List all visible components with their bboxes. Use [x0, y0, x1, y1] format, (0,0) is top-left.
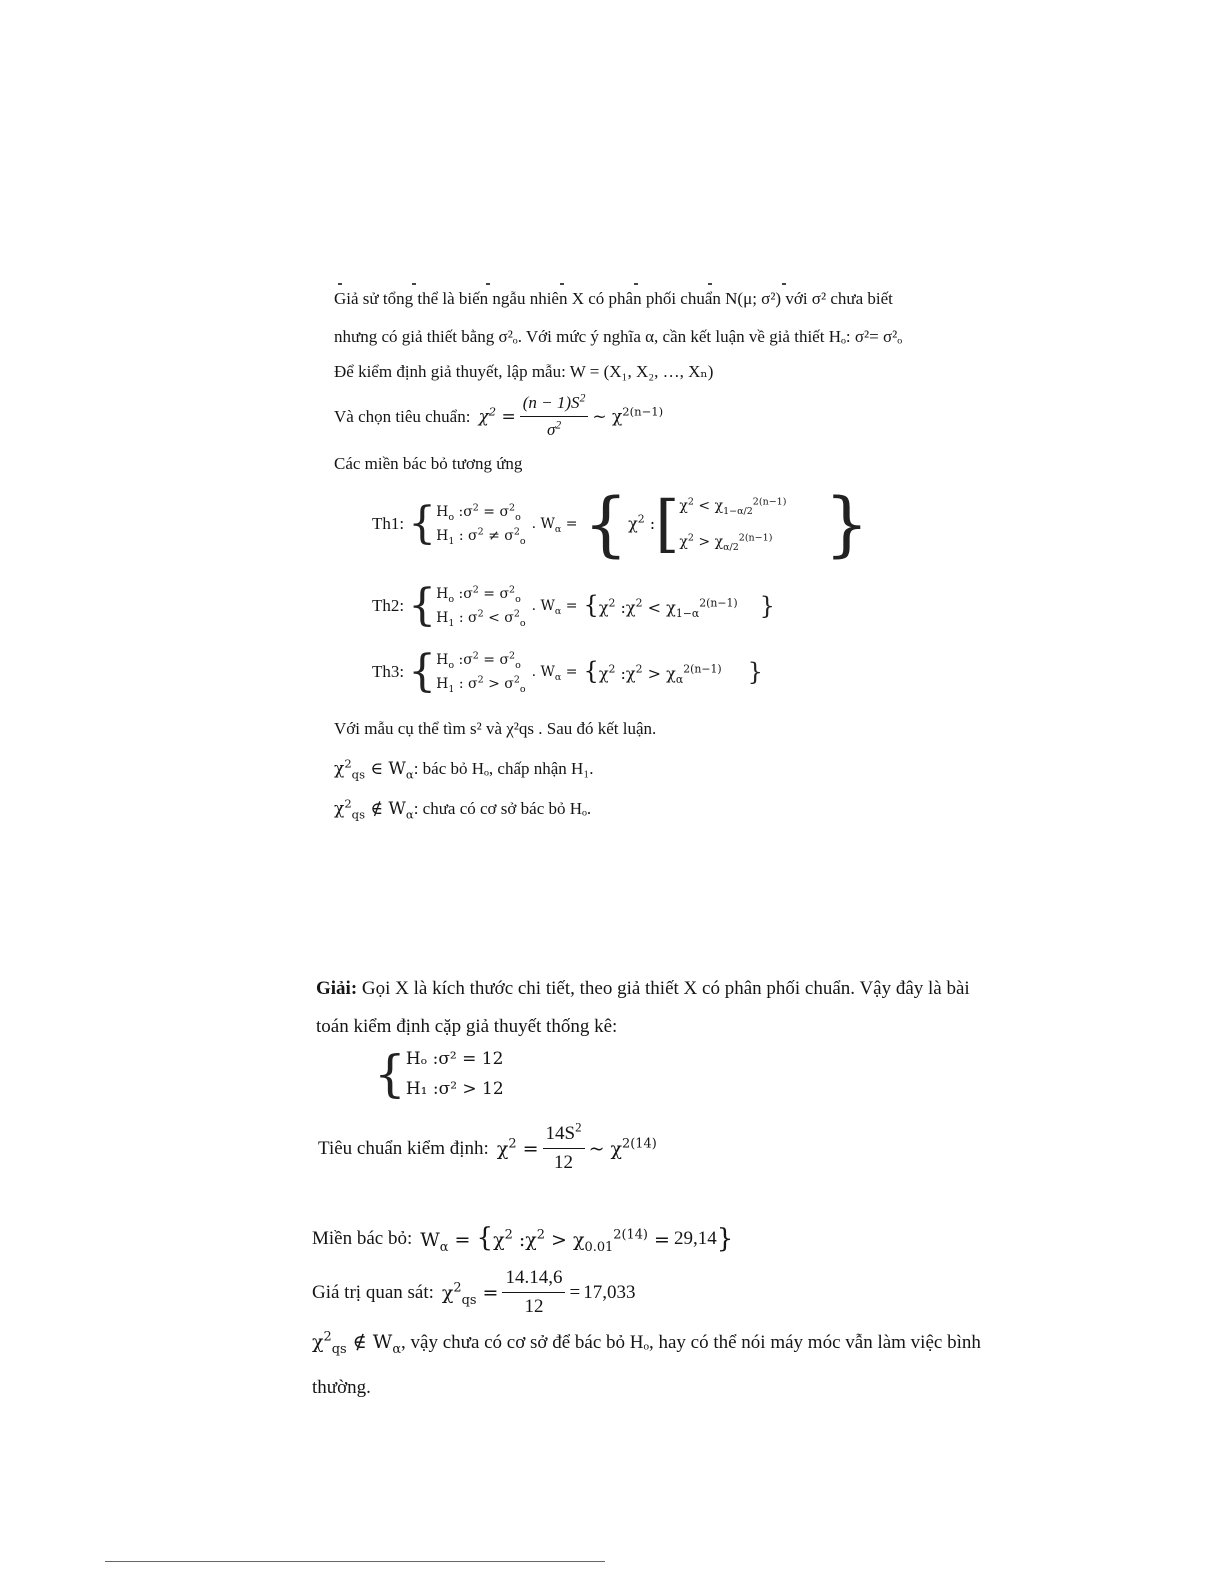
solution-line-1	[316, 977, 970, 1001]
accept-rule-text: : chưa có cơ sở bác bỏ Hₒ.	[413, 799, 592, 818]
theory-line-5: Các miền bác bỏ tương ứng	[334, 454, 523, 473]
observed-result: 17,033	[583, 1281, 636, 1303]
test-criterion-label: Tiêu chuẩn kiểm định:	[318, 1137, 489, 1159]
conclusion-intro: Với mẫu cụ thể tìm s² và χ²qs . Sau đó kết luận.	[334, 719, 657, 738]
theory-line-3: Để kiểm định giả thuyết, lập mẫu: W = (X₁, X₂, …, Xₙ)	[334, 362, 714, 381]
criterion-formula: Và chọn tiêu chuẩn: $\chi^2$ = $\frac{(n - 1)S^2}{\sigma^2}$ ~ $\chi^{2(n-1)}$	[334, 391, 664, 439]
hypothesis-pair: { Hₒ :σ² = 12 H₁ :σ² > 12	[374, 1045, 504, 1103]
case-th3: Th3: { $H_o$ $:\sigma^2 = \sigma^2_o$ $H_1$ : $\sigma^2 > \sigma^2_o$ . $W_\alpha$ = {$\chi^2$ $:\chi^2 > \chi_\alpha^{2(n-1)}$ }	[372, 646, 763, 697]
final-conclusion-line-2: thường.	[312, 1377, 371, 1398]
case-th2-label: Th2:	[372, 596, 405, 615]
theory-line-1: Giả sử tổng thể là biến ngẫu nhiên X có phân phối chuẩn N(μ; σ²) với σ² chưa biết	[334, 289, 893, 308]
reject-rule-text: : bác bỏ Hₒ, chấp nhận H₁.	[413, 759, 594, 778]
h0: Hₒ :σ² = 12	[405, 1049, 504, 1069]
solution-line-2: toán kiểm định cặp giả thuyết thống kê:	[316, 1016, 618, 1037]
criterion-label: Và chọn tiêu chuẩn:	[334, 406, 471, 426]
observed-label: Giá trị quan sát:	[312, 1281, 434, 1303]
rejection-region: Miền bác bỏ: $W_\alpha = \{\chi^2$ $:\chi^2 > \chi_{0.01}^{2(14)}$ = 29,14 }	[312, 1223, 734, 1255]
solution-text-1: Gọi X là kích thước chi tiết, theo giả thiết X có phân phối chuẩn. Vậy đây là bài	[357, 978, 970, 999]
test-criterion: Tiêu chuẩn kiểm định: $\chi^2$ = $\frac{14S^2}{12}$ ~ $\chi^{2(14)}$	[318, 1119, 657, 1173]
footnote-rule	[105, 1561, 605, 1562]
accept-rule: $\chi^2_{qs}$ ∉ $W_\alpha$: chưa có cơ sở bác bỏ Hₒ.	[334, 796, 592, 822]
observed-denominator: 12	[524, 1296, 544, 1317]
final-conclusion-line-1: $\chi^2_{qs}$ ∉ $W_\alpha$, vậy chưa có cơ sở để bác bỏ Hₒ, hay có thể nói máy móc vẫn làm việc bình	[312, 1329, 981, 1357]
case-th3-label: Th3:	[372, 662, 405, 681]
rejection-label: Miền bác bỏ:	[312, 1228, 413, 1249]
case-th2: Th2: { $H_o$ $:\sigma^2 = \sigma^2_o$ $H_1$ : $\sigma^2 < \sigma^2_o$ . $W_\alpha$ = {$\chi^2$ $:\chi^2 < \chi_{1-\alpha}^{2(n-1)}$ }	[372, 580, 775, 631]
observed-numerator: 14.14,6	[502, 1266, 565, 1293]
rejection-value: 29,14	[673, 1228, 717, 1249]
final-conclusion-text: , vậy chưa có cơ sở để bác bỏ Hₒ, hay có thể nói máy móc vẫn làm việc bình	[401, 1332, 981, 1353]
case-th1-label: Th1:	[372, 514, 405, 533]
solution-label: Giải:	[316, 978, 358, 999]
observed-value: Giá trị quan sát: $\chi^2_{qs}$ = $\frac{14.14,6}{12}$ = 17,033	[312, 1267, 636, 1317]
case-th1: Th1: { $H_o$ $:\sigma^2 = \sigma^2_o$ $H_1$ : $\sigma^2 \ne \sigma^2_o$ . $W_\alpha$ = { $\chi^2$ : [ $\chi^2 < \chi_{1-\alpha/2}^{2(n-1)}$ $\chi^2 > \chi_{\alpha/2}^{2(n-1)}$ }	[372, 483, 869, 565]
theory-line-2: nhưng có giả thiết bằng σ²ₒ. Với mức ý nghĩa α, cần kết luận về giả thiết Hₒ: σ²= σ²ₒ	[334, 327, 903, 346]
h1: H₁ :σ² > 12	[405, 1079, 504, 1099]
reject-rule: $\chi^2_{qs}$ ∈ $W_\alpha$: bác bỏ Hₒ, chấp nhận H₁.	[334, 756, 594, 782]
